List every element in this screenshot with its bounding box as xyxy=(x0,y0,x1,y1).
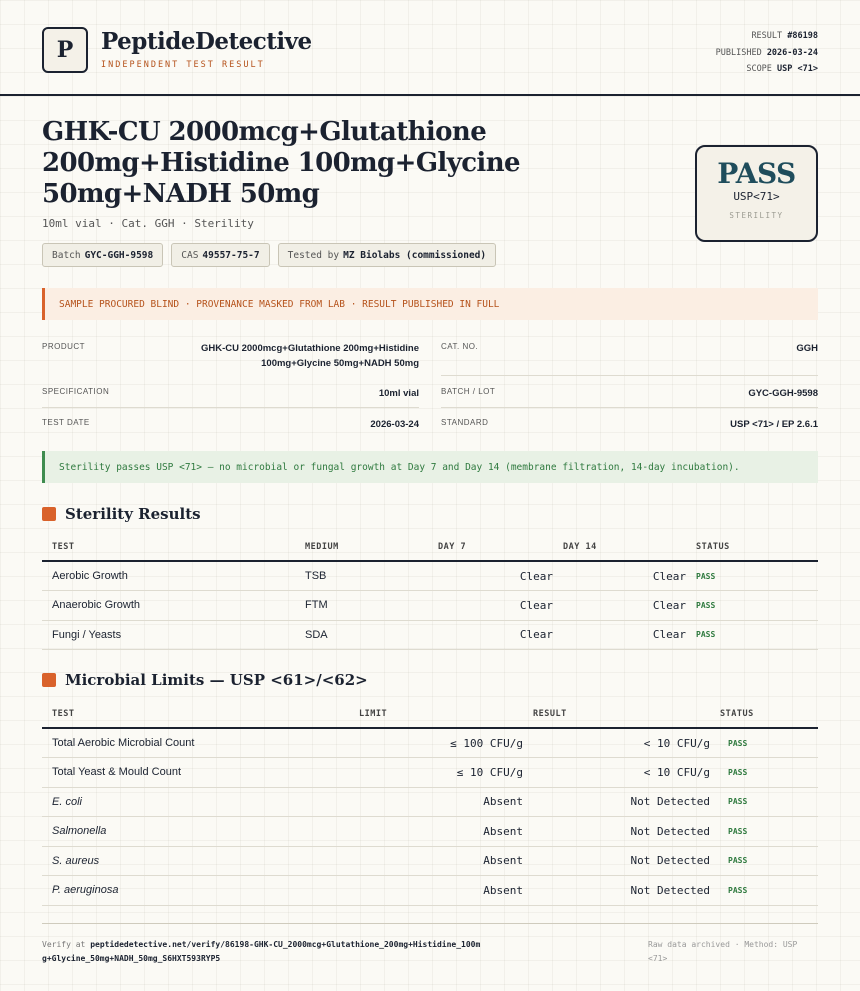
logo-icon: P xyxy=(42,27,88,73)
microbial-table xyxy=(42,701,818,906)
blind-notice: SAMPLE PROCURED BLIND · PROVENANCE MASKED FROM LAB · RESULT PUBLISHED IN FULL xyxy=(42,288,818,320)
report-meta xyxy=(716,28,818,78)
status-badge: PASS xyxy=(710,817,818,847)
status-badge: PASS xyxy=(686,591,818,621)
status-badge: PASS xyxy=(686,620,818,650)
microbial-header-row: TEST LIMIT RESULT STATUS xyxy=(42,701,818,728)
product-value: GHK-CU 2000mcg+Glutathione 200mg+Histidine 100mg+Glycine 50mg+NADH 50mg xyxy=(200,343,419,369)
scope-value: USP <71> xyxy=(777,64,818,74)
product-title: GHK-CU 2000mcg+Glutathione 200mg+Histidine 100mg+Glycine 50mg+NADH 50mg xyxy=(42,117,520,209)
status-badge: PASS xyxy=(710,758,818,788)
info-product: PRODUCT GHK-CU 2000mcg+Glutathione 200mg+Histidine 100mg+Glycine 50mg+NADH 50mg xyxy=(42,342,419,369)
batch-chip: Batch GYC-GGH-9598 xyxy=(42,243,163,267)
table-row: Fungi / Yeasts SDA Clear Clear PASS xyxy=(42,620,818,650)
table-row: Aerobic Growth TSB Clear Clear PASS xyxy=(42,561,818,591)
sterility-table xyxy=(42,534,818,650)
status-badge: PASS xyxy=(710,728,818,758)
verdict-word: PASS xyxy=(717,157,796,190)
published-date: 2026-03-24 xyxy=(766,47,818,58)
table-row: Total Yeast & Mould Count ≤ 10 CFU/g < 10 CFU/g PASS xyxy=(42,758,818,788)
result-id-line: RESULT #86198 xyxy=(751,31,818,41)
archive-note: Raw data archived · Method: USP <71> xyxy=(648,940,798,963)
sterility-section-head xyxy=(42,505,201,523)
published-line: PUBLISHED 2026-03-24 xyxy=(715,47,818,58)
verdict-standard: USP<71> xyxy=(733,190,780,203)
cas-chip: CAS 49557-75-7 xyxy=(171,243,269,267)
microbial-title: Microbial Limits — USP <61>/<62> xyxy=(65,671,368,689)
sterility-title: Sterility Results xyxy=(65,505,201,523)
info-date: TEST DATE 2026-03-24 xyxy=(42,418,419,430)
standard-value: USP <71> / EP 2.6.1 xyxy=(730,419,818,430)
status-badge: PASS xyxy=(686,561,818,591)
spec-value: 10ml vial xyxy=(378,388,419,399)
status-badge: PASS xyxy=(710,846,818,876)
status-badge: PASS xyxy=(710,787,818,817)
scope-line: SCOPE USP <71> xyxy=(746,64,818,74)
brand-tagline: INDEPENDENT TEST RESULT xyxy=(101,60,265,70)
date-value: 2026-03-24 xyxy=(370,419,419,430)
sterility-header-row: TEST MEDIUM DAY 7 DAY 14 STATUS xyxy=(42,534,818,561)
brand-name: PeptideDetective xyxy=(101,28,312,55)
catno-value: GGH xyxy=(796,343,818,354)
product-subtitle: 10ml vial · Cat. GGH · Sterility xyxy=(42,217,254,230)
chip-row xyxy=(42,243,496,267)
report-header xyxy=(0,0,860,96)
table-row: Anaerobic Growth FTM Clear Clear PASS xyxy=(42,591,818,621)
info-spec: SPECIFICATION 10ml vial xyxy=(42,386,419,408)
footer-divider xyxy=(42,923,818,924)
section-marker-icon xyxy=(42,507,56,521)
section-marker-icon xyxy=(42,673,56,687)
result-id: #86198 xyxy=(787,31,818,41)
verdict-test: STERILITY xyxy=(729,211,784,220)
info-batch: BATCH / LOT GYC-GGH-9598 xyxy=(441,386,818,408)
table-row: S. aureus Absent Not Detected PASS xyxy=(42,846,818,876)
table-row: P. aeruginosa Absent Not Detected PASS xyxy=(42,876,818,906)
info-catno: CAT. NO. GGH xyxy=(441,341,818,376)
verdict-badge xyxy=(695,145,818,242)
table-row: Total Aerobic Microbial Count ≤ 100 CFU/g < 10 CFU/g PASS xyxy=(42,728,818,758)
summary-note: Sterility passes USP <71> — no microbial or fungal growth at Day 7 and Day 14 (membrane filtration, 14-day incubation). xyxy=(42,451,818,483)
tested-by-chip: Tested by MZ Biolabs (commissioned) xyxy=(278,243,496,267)
table-row: Salmonella Absent Not Detected PASS xyxy=(42,817,818,847)
table-row: E. coli Absent Not Detected PASS xyxy=(42,787,818,817)
verify-link[interactable]: peptidedetective.net/verify/86198-GHK-CU_2000mcg+Glutathione_200mg+Histidine_100mg+Glycine_50mg+NADH_50mg_S6HXT593RYP5 xyxy=(42,940,481,963)
verify-text: Verify at peptidedetective.net/verify/86198-GHK-CU_2000mcg+Glutathione_200mg+Histidine_100mg+Glycine_50mg+NADH_50mg_S6HXT593RYP5 xyxy=(42,940,481,963)
batch-value: GYC-GGH-9598 xyxy=(748,388,818,399)
status-badge: PASS xyxy=(710,876,818,906)
microbial-section-head xyxy=(42,671,368,689)
info-standard: STANDARD USP <71> / EP 2.6.1 xyxy=(441,418,818,430)
